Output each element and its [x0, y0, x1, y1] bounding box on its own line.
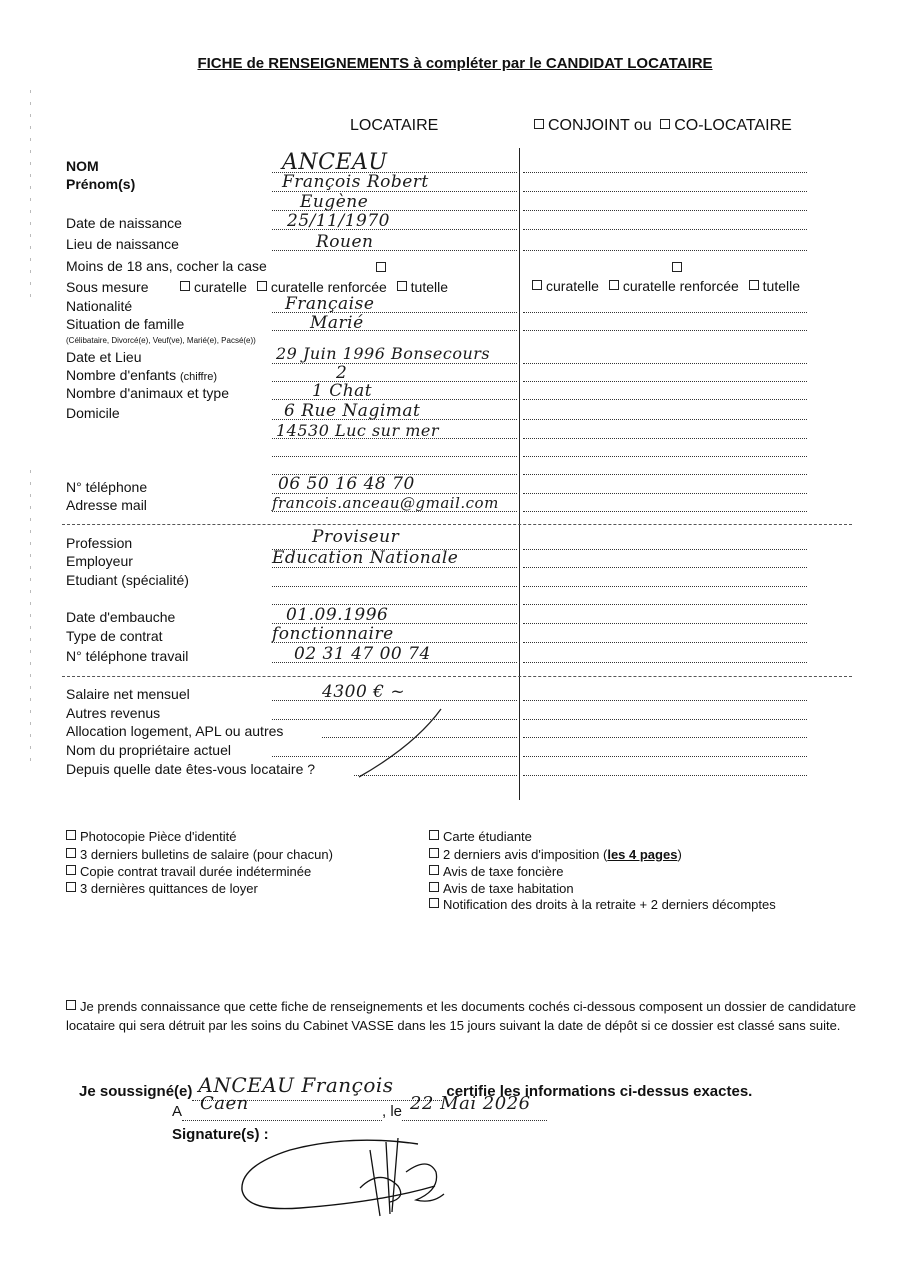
label-nom: NOM — [66, 158, 99, 174]
declaration-paragraph: Je prends connaissance que cette fiche de renseignements et les documents cochés ci-dessous composent un dossier de candidature locataire qui sera détruit par les soins du Cabinet VASSE dans les 15 jours suivant la date de dépôt si ce dossier est classé sans suite. — [66, 999, 856, 1033]
label-proprietaire: Nom du propriétaire actuel — [66, 742, 231, 758]
label-moins-18: Moins de 18 ans, cocher la case — [66, 258, 267, 274]
conjoint-enfants-line[interactable] — [523, 381, 807, 382]
signing-place: Caen — [200, 1093, 249, 1114]
conjoint-tel-travail-line[interactable] — [523, 662, 807, 663]
doc-item-taxe-habitation: Avis de taxe habitation — [429, 881, 574, 896]
value-profession: Proviseur — [312, 527, 400, 547]
margin-marks-lower — [30, 470, 31, 770]
doc-item-quittances: 3 dernières quittances de loyer — [66, 881, 258, 896]
label-etudiant: Etudiant (spécialité) — [66, 572, 189, 588]
value-date-lieu: 29 Juin 1996 Bonsecours — [276, 344, 491, 363]
value-tel-travail: 02 31 47 00 74 — [294, 644, 431, 664]
label-telephone: N° téléphone — [66, 479, 148, 495]
conjoint-depuis-line[interactable] — [523, 775, 807, 776]
label-nombre-enfants: Nombre d'enfants (chiffre) — [66, 367, 218, 383]
conjoint-moins-18-checkbox[interactable] — [672, 260, 686, 278]
conjoint-animaux-line[interactable] — [523, 399, 807, 400]
label-nationalite: Nationalité — [66, 298, 133, 314]
label-situation-famille: Situation de famille — [66, 316, 185, 332]
label-allocation: Allocation logement, APL ou autres — [66, 723, 284, 739]
label-mail: Adresse mail — [66, 497, 147, 513]
value-prenom2: Eugène — [300, 192, 369, 212]
domicile-line-3[interactable] — [272, 456, 517, 457]
value-date-embauche: 01.09.1996 — [286, 605, 389, 625]
conjoint-date-line[interactable] — [523, 229, 807, 230]
conjoint-prenom2-line[interactable] — [523, 210, 807, 211]
conjoint-etudiant-line-2[interactable] — [523, 604, 807, 605]
attestation-line: Je soussigné(e) ANCEAU François certifie les informations ci-dessus exactes. — [79, 1073, 753, 1100]
value-nom: ANCEAU — [282, 150, 388, 175]
conjoint-embauche-line[interactable] — [523, 623, 807, 624]
lieu-naissance-line[interactable] — [272, 250, 517, 251]
animaux-line[interactable] — [272, 399, 517, 400]
column-divider — [519, 148, 520, 800]
conjoint-prenom-line[interactable] — [523, 191, 807, 192]
value-salaire: 4300 € ~ — [322, 682, 406, 702]
doc-item-contrat: Copie contrat travail durée indéterminée — [66, 864, 311, 879]
conjoint-sous-mesure-options: curatelle curatelle renforcée tutelle — [532, 278, 800, 294]
etudiant-line[interactable] — [272, 586, 517, 587]
value-type-contrat: fonctionnaire — [272, 624, 394, 644]
value-prenom: François Robert — [282, 172, 429, 192]
separator-1 — [62, 524, 852, 525]
label-tel-travail: N° téléphone travail — [66, 648, 189, 664]
label-type-contrat: Type de contrat — [66, 628, 163, 644]
column-locataire: LOCATAIRE — [350, 117, 439, 134]
value-animaux: 1 Chat — [312, 381, 373, 401]
conjoint-telephone-line[interactable] — [523, 493, 807, 494]
label-lieu-naissance: Lieu de naissance — [66, 236, 179, 252]
page-title: FICHE de RENSEIGNEMENTS à compléter par le CANDIDAT LOCATAIRE — [197, 55, 713, 72]
label-profession: Profession — [66, 535, 133, 551]
conjoint-curatelle-renforcee-checkbox[interactable] — [609, 280, 619, 290]
sous-mesure-options: curatelle curatelle renforcée tutelle — [180, 279, 448, 295]
enfants-line[interactable] — [272, 381, 517, 382]
value-lieu-naissance: Rouen — [316, 232, 374, 252]
doc-item-bulletins: 3 derniers bulletins de salaire (pour chacun) — [66, 847, 333, 862]
doc-item-taxe-fonciere: Avis de taxe foncière — [429, 864, 563, 879]
doc-item-notification-retraite: Notification des droits à la retraite + 2 derniers décomptes — [429, 897, 776, 912]
label-nombre-animaux: Nombre d'animaux et type — [66, 385, 229, 401]
conjoint-salaire-line[interactable] — [523, 700, 807, 701]
curatelle-checkbox[interactable] — [180, 281, 190, 291]
conjoint-autres-line[interactable] — [523, 719, 807, 720]
label-prenom: Prénom(s) — [66, 176, 136, 192]
label-date-lieu: Date et Lieu — [66, 349, 142, 365]
date-lieu-line[interactable] — [272, 363, 517, 364]
place-date-line: A Caen , le 22 Mai 2026 — [172, 1103, 547, 1121]
value-domicile-1: 6 Rue Nagimat — [284, 401, 421, 421]
conjoint-nationalite-line[interactable] — [523, 312, 807, 313]
column-conjoint: CONJOINT ou CO-LOCATAIRE — [534, 117, 792, 135]
conjoint-curatelle-checkbox[interactable] — [532, 280, 542, 290]
curatelle-renforcee-checkbox[interactable] — [257, 281, 267, 291]
label-sous-mesure: Sous mesure — [66, 279, 149, 295]
situation-note: (Célibataire, Divorcé(e), Veuf(ve), Marié(e), Pacsé(e)) — [66, 336, 256, 345]
conjoint-etudiant-line[interactable] — [523, 586, 807, 587]
conjoint-lieu-line[interactable] — [523, 250, 807, 251]
doc-item-carte-etudiante: Carte étudiante — [429, 829, 532, 844]
conjoint-allocation-line[interactable] — [523, 737, 807, 738]
signer-name: ANCEAU François — [198, 1073, 394, 1097]
value-situation: Marié — [310, 313, 364, 333]
value-employeur: Education Nationale — [272, 548, 459, 568]
conjoint-situation-line[interactable] — [523, 330, 807, 331]
signature-label: Signature(s) : — [172, 1126, 269, 1143]
conjoint-tutelle-checkbox[interactable] — [749, 280, 759, 290]
conjoint-employeur-line[interactable] — [523, 567, 807, 568]
margin-marks — [30, 90, 31, 300]
conjoint-date-lieu-line[interactable] — [523, 363, 807, 364]
label-domicile: Domicile — [66, 405, 120, 421]
label-salaire: Salaire net mensuel — [66, 686, 190, 702]
declaration-checkbox[interactable] — [66, 1000, 76, 1010]
value-date-naissance: 25/11/1970 — [287, 211, 390, 231]
strike-through-mark — [355, 705, 445, 780]
conjoint-domicile-line-2[interactable] — [523, 438, 807, 439]
value-enfants: 2 — [336, 363, 348, 383]
conjoint-domicile-line-3[interactable] — [523, 456, 807, 457]
value-telephone: 06 50 16 48 70 — [278, 474, 415, 494]
conjoint-domicile-line-4[interactable] — [523, 474, 807, 475]
conjoint-proprietaire-line[interactable] — [523, 756, 807, 757]
colocataire-checkbox[interactable] — [660, 119, 670, 129]
tutelle-checkbox[interactable] — [397, 281, 407, 291]
signing-date: 22 Mai 2026 — [410, 1093, 531, 1114]
conjoint-checkbox[interactable] — [534, 119, 544, 129]
moins-18-checkbox[interactable] — [376, 260, 390, 278]
label-date-naissance: Date de naissance — [66, 215, 182, 231]
label-depuis: Depuis quelle date êtes-vous locataire ? — [66, 761, 316, 777]
label-employeur: Employeur — [66, 553, 133, 569]
conjoint-domicile-line-1[interactable] — [523, 419, 807, 420]
value-domicile-2: 14530 Luc sur mer — [276, 421, 439, 440]
situation-line[interactable] — [272, 330, 517, 331]
doc-item-avis-imposition: 2 derniers avis d'imposition (les 4 pages) — [429, 847, 682, 862]
doc-item-identite: Photocopie Pièce d'identité — [66, 829, 236, 844]
label-autres-revenus: Autres revenus — [66, 705, 161, 721]
conjoint-nom-line[interactable] — [523, 172, 807, 173]
label-date-embauche: Date d'embauche — [66, 609, 176, 625]
separator-2 — [62, 676, 852, 677]
conjoint-profession-line[interactable] — [523, 549, 807, 550]
conjoint-contrat-line[interactable] — [523, 642, 807, 643]
conjoint-mail-line[interactable] — [523, 511, 807, 512]
handwritten-signature — [230, 1128, 470, 1223]
value-nationalite: Française — [285, 294, 375, 314]
value-mail: francois.anceau@gmail.com — [272, 494, 499, 512]
